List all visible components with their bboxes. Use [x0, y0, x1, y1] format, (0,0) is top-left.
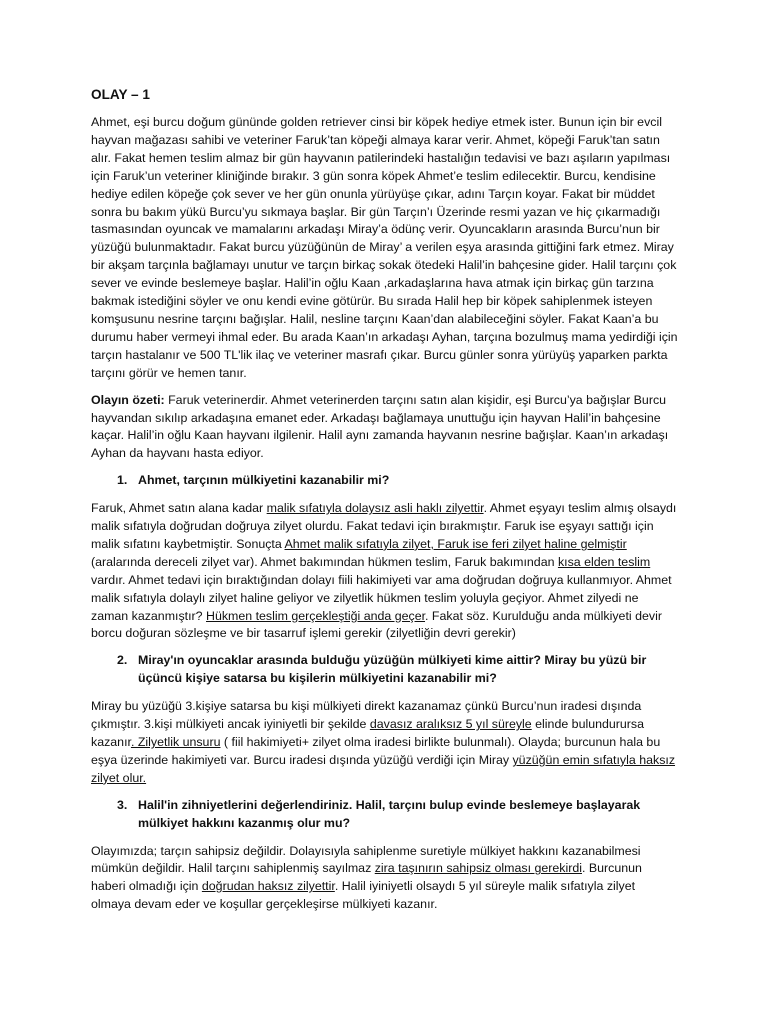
question-2-number: 2. — [117, 653, 128, 668]
answer-1-text: Faruk, Ahmet satın alana kadar — [91, 501, 267, 516]
summary-paragraph — [91, 392, 678, 464]
question-2-text: Miray'ın oyuncaklar arasında bulduğu yüzüğün mülkiyeti kime aittir? Miray bu yüzü bir üçüncü kişiye satarsa bu kişilerin mülkiyetini kazanabilir mi? — [138, 653, 647, 686]
answer-2-text: ( fiil hakimiyeti+ zilyet olma iradesi birlikte bulunmalı). Olayda; burcunun hala bu eşya üzerinde hakimiyeti var. Burcu iradesi dışında yüzüğü verdiği için Miray — [91, 735, 661, 767]
answer-3-text: . Burcunun haberi olmadığı için — [91, 861, 642, 894]
answer-1-text: (aralarında dereceli zilyet var). Ahmet bakımından hükmen teslim, Faruk bakımından — [91, 554, 558, 569]
answer-3 — [91, 843, 678, 915]
question-3 — [91, 797, 678, 833]
question-2 — [91, 652, 678, 688]
question-3-number: 3. — [117, 797, 128, 812]
answer-1-text: . Ahmet eşyayı teslim almış olsaydı malik sıfatıyla doğrudan doğruya zilyet olurdu. Fakat tedavi için bırakmıştır. Faruk ise eşyayı sattığı için malik sıfatını kaybetmiştir. Sonuçta — [91, 501, 677, 551]
summary-label: Olayın özeti: — [91, 392, 165, 407]
answer-2 — [91, 698, 678, 788]
question-1-number: 1. — [117, 473, 128, 488]
answer-3-text: . Halil iyiniyetli olsaydı 5 yıl süreyle malik sıfatıyla zilyet olmaya devam eder ve koşullar gerçekleşirse mülkiyeti kazanır. — [91, 879, 636, 912]
answer-3-underline: doğrudan haksız zilyettir — [201, 879, 335, 894]
answer-1-underline: malik sıfatıyla dolaysız asli haklı zilyettir — [266, 501, 484, 516]
document-title: OLAY – 1 — [91, 87, 150, 102]
answer-2-text: elinde bulundurursa kazanır — [91, 717, 645, 749]
question-1 — [91, 472, 678, 490]
question-1-text: Ahmet, tarçının mülkiyetini kazanabilir mi? — [138, 473, 390, 488]
answer-1-text: vardır. Ahmet tedavi için bıraktığından dolayı fiili hakimiyeti var ama doğrudan doğruya kullanmıyor. Ahmet malik sıfatıyla dolaylı zilyet haline geliyor ve zilyetlik hükmen teslim yoluyla geçiyor. Ahmet zilyedi ne zaman kazanmıştır? — [91, 572, 672, 623]
answer-2-underline: yüzüğün emin sıfatıyla haksız zilyet olur. — [91, 752, 676, 785]
answer-2-text: Miray bu yüzüğü 3.kişiye satarsa bu kişi mülkiyeti direkt kazanamaz çünkü Burcu’nun iradesi dışında çıkmıştır. 3.kişi mülkiyeti ancak iyiniyetli bir şekilde — [91, 699, 642, 732]
case-paragraph: Ahmet, eşi burcu doğum gününde golden retriever cinsi bir köpek hediye etmek ister. Bunun için bir evcil hayvan mağazası sahibi ve veteriner Faruk’tan köpeği almaya karar verir. Ahmet, köpeği Faruk’tan satın alır. Fakat hemen teslim almaz bir gün hayvanın patilerindeki hastalığın tedavisi ve bazı aşıların yapılması için Faruk’un veteriner kliniğinde bırakır. 3 gün sonra köpek Ahmet’e teslim edilecektir. Burcu, kendisine hediye edilen köpeğe çok sever ve her gün onunla yürüyüşe çıkar, adını Tarçın koyar. Fakat bir müddet sonra bu bakım yükü Burcu’yu sıkmaya başlar. Bir gün Tarçın’ı Üzerinde resmi yazan ve hiç çıkarmadığı tasmasından oyuncak ve mamalarını arkadaşı Miray’a ödünç verir. Oyuncakların arasında Burcu’nun bir yüzüğü bulunmaktadır. Fakat burcu yüzüğünün de Miray’ a verilen eşya arasında gittiğini fark etmez. Miray bir akşam tarçınla bağlamayı unutur ve tarçın birkaç sokak ötedeki Halil’in bahçesine gider. Halil tarçını çok sever ve evinde beslemeye başlar. Halil’in oğlu Kaan ,arkadaşlarına hava atmak için birkaç gün tarzına bakmak istediğini söyler ve onu kendi evine götürür. Bu sırada Halil hep bir köpek sahiplenmek isteyen komşusunu nesrine tarçını bağışlar. Halil, nesline tarçını Kaan’dan alabileceğini söyler. Fakat Kaan’a bu durumu haber vermeyi ihmal eder. Bu arada Kaan’ın arkadaşı Ayhan, tarçına bozulmuş mama yedirdiği için tarçın hastalanır ve 500 TL'lik ilaç ve veteriner masrafı çıkar. Burcu günler sonra yürüyüş yaparken parkta tarçını görür ve hemen tanır. — [91, 115, 678, 380]
answer-1-text: . Fakat söz. Kurulduğu anda mülkiyeti devir borcu doğuran sözleşme ve bir tasarruf işlemi gerekir (zilyetliğin devri gerekir) — [91, 608, 662, 641]
answer-3-text: Olayımızda; tarçın sahipsiz değildir. Dolayısıyla sahiplenme suretiyle mülkiyet hakkını kazanabilmesi mümkün değildir. Halil tarçını sahiplenmiş sayılmaz — [91, 843, 641, 876]
summary-text: Faruk veterinerdir. Ahmet veterinerden tarçını satın alan kişidir, eşi Burcu’ya bağışlar Burcu hayvandan sıkılıp arkadaşına emanet eder. Arkadaşı bağlamaya unuttuğu için hayvan Halil’in bahçesine kaçar. Halil’in oğlu Kaan hayvanı ilgilenir. Halil aynı zamanda hayvanın nesrine bağışlar. Kaan’ın arkadaşı Ayhan da hayvanı hasta ediyor. — [91, 392, 669, 461]
answer-1-underline: Hükmen teslim gerçekleştiği anda geçer — [206, 608, 426, 623]
answer-3-underline: zira taşınırın sahipsiz olması gerekirdi — [374, 861, 582, 876]
answer-1-underline: kısa elden teslim — [557, 554, 651, 569]
answer-1 — [91, 500, 678, 643]
answer-2-underline: davasız aralıksız 5 yıl süreyle — [369, 717, 532, 732]
answer-2-underline: . Zilyetlik unsuru — [130, 735, 221, 749]
answer-1-underline: Ahmet malik sıfatıyla zilyet, Faruk ise feri zilyet haline gelmiştir — [284, 536, 627, 551]
question-3-text: Halil'in zihniyetlerini değerlendiriniz. Halil, tarçını bulup evinde beslemeye başlayarak mülkiyet hakkını kazanmış olur mu? — [138, 797, 641, 830]
